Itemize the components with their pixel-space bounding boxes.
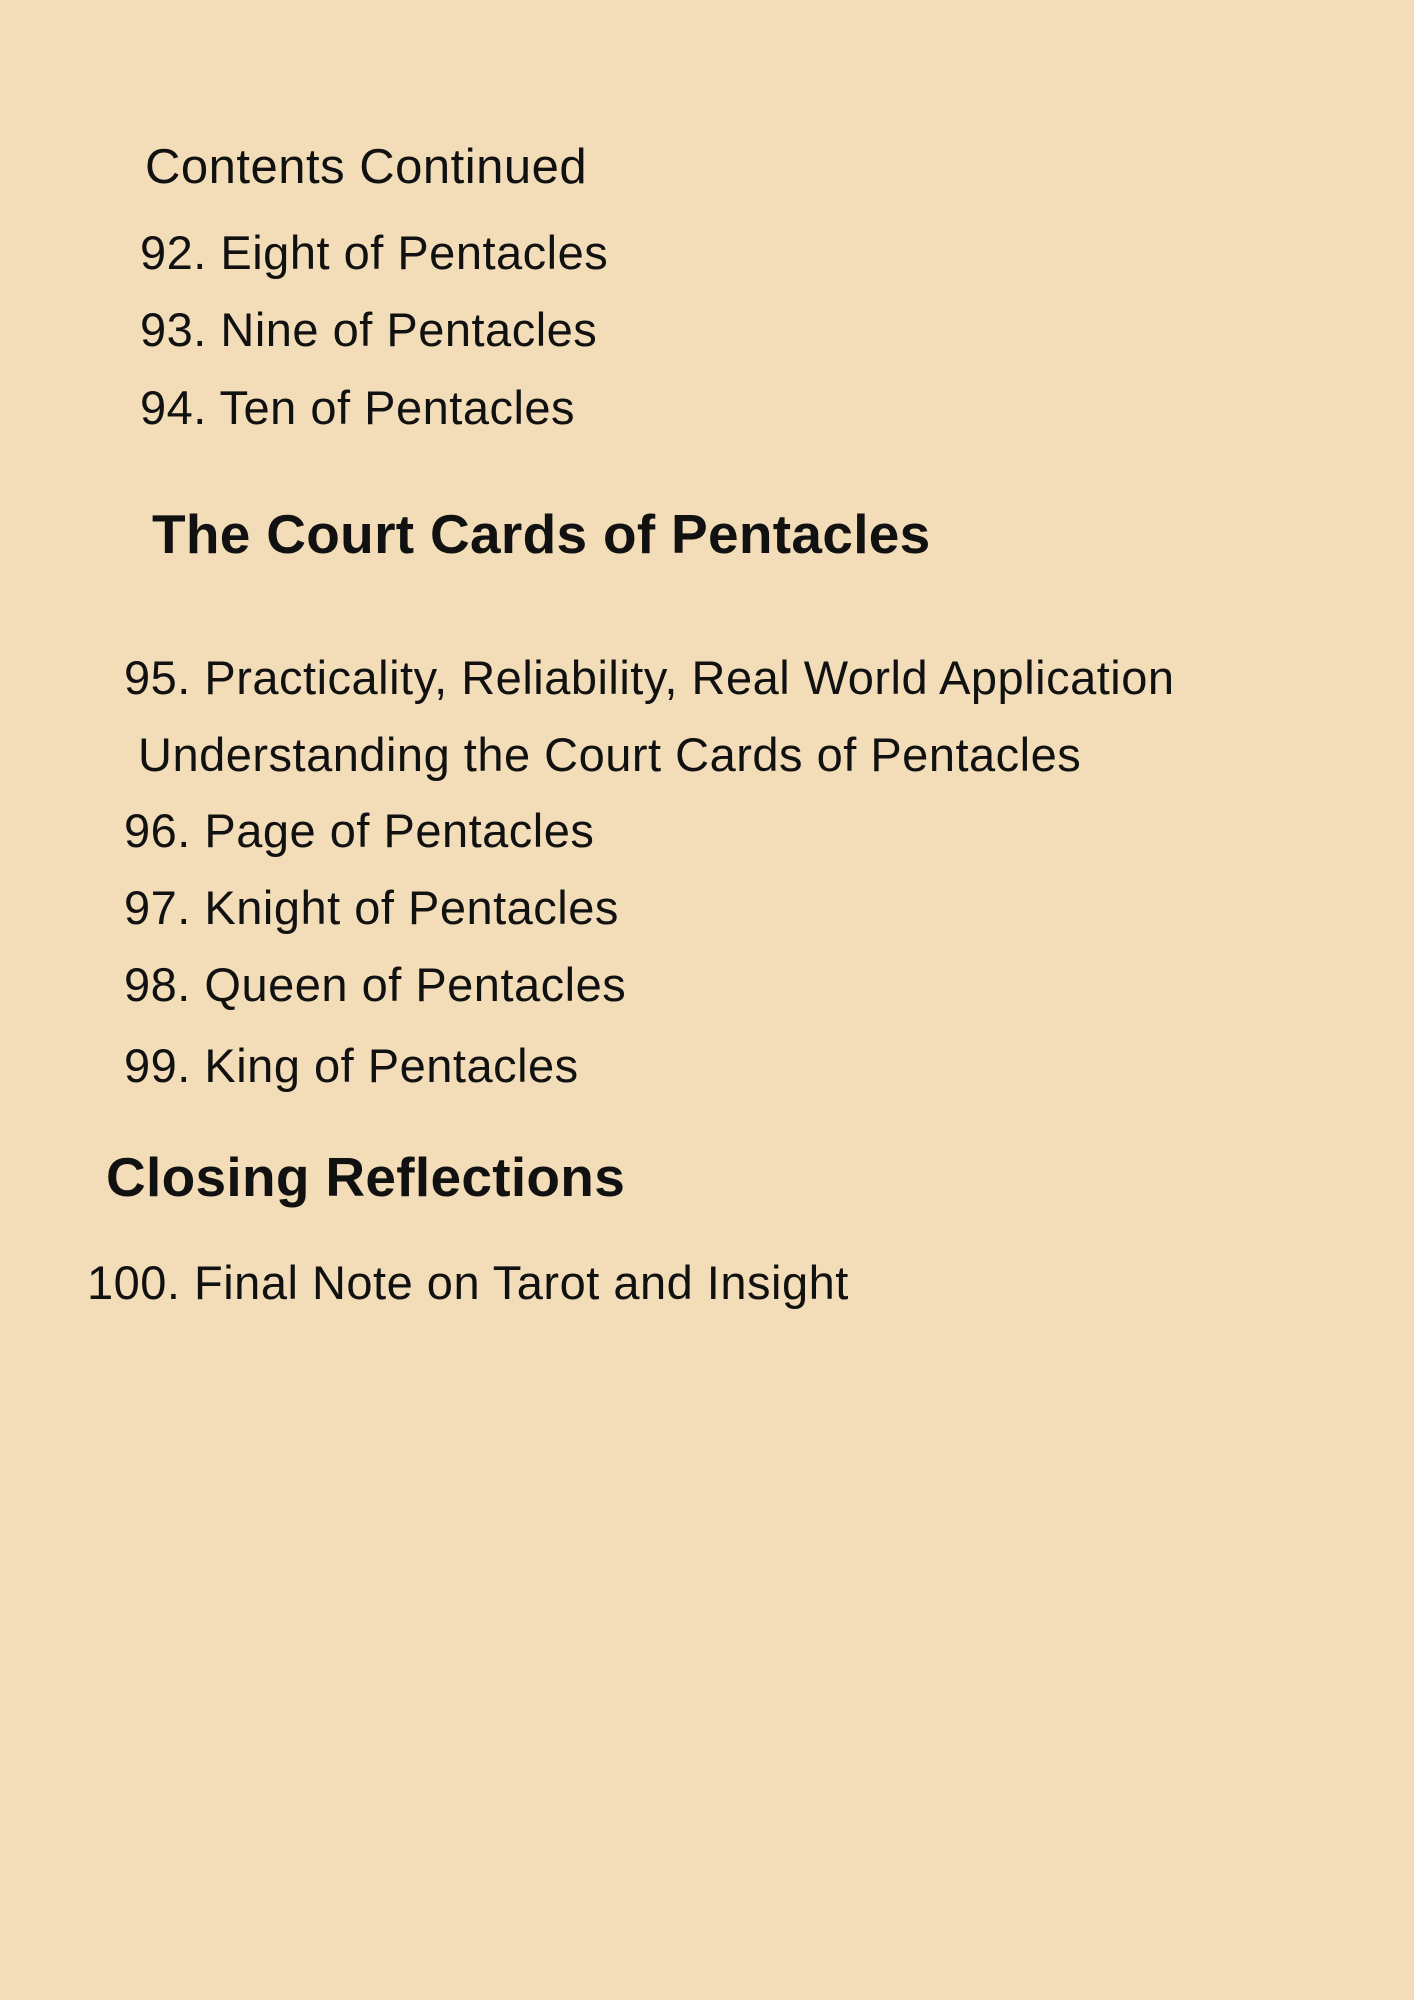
toc-entry-98: 98. Queen of Pentacles xyxy=(124,958,627,1011)
toc-entry-99: 99. King of Pentacles xyxy=(124,1039,579,1092)
toc-entry-92: 92. Eight of Pentacles xyxy=(140,226,609,279)
toc-entry-94: 94. Ten of Pentacles xyxy=(140,381,576,434)
toc-entry-95: 95. Practicality, Reliability, Real World Application xyxy=(124,651,1175,704)
toc-entry-97: 97. Knight of Pentacles xyxy=(124,881,619,934)
section-heading-court-cards: The Court Cards of Pentacles xyxy=(152,503,931,565)
section-heading-closing: Closing Reflections xyxy=(106,1146,626,1208)
toc-entry-95-subtitle: Understanding the Court Cards of Pentacles xyxy=(138,728,1082,781)
toc-entry-96: 96. Page of Pentacles xyxy=(124,804,595,857)
page-title: Contents Continued xyxy=(145,140,588,194)
toc-entry-100: 100. Final Note on Tarot and Insight xyxy=(87,1256,849,1309)
toc-entry-93: 93. Nine of Pentacles xyxy=(140,303,598,356)
